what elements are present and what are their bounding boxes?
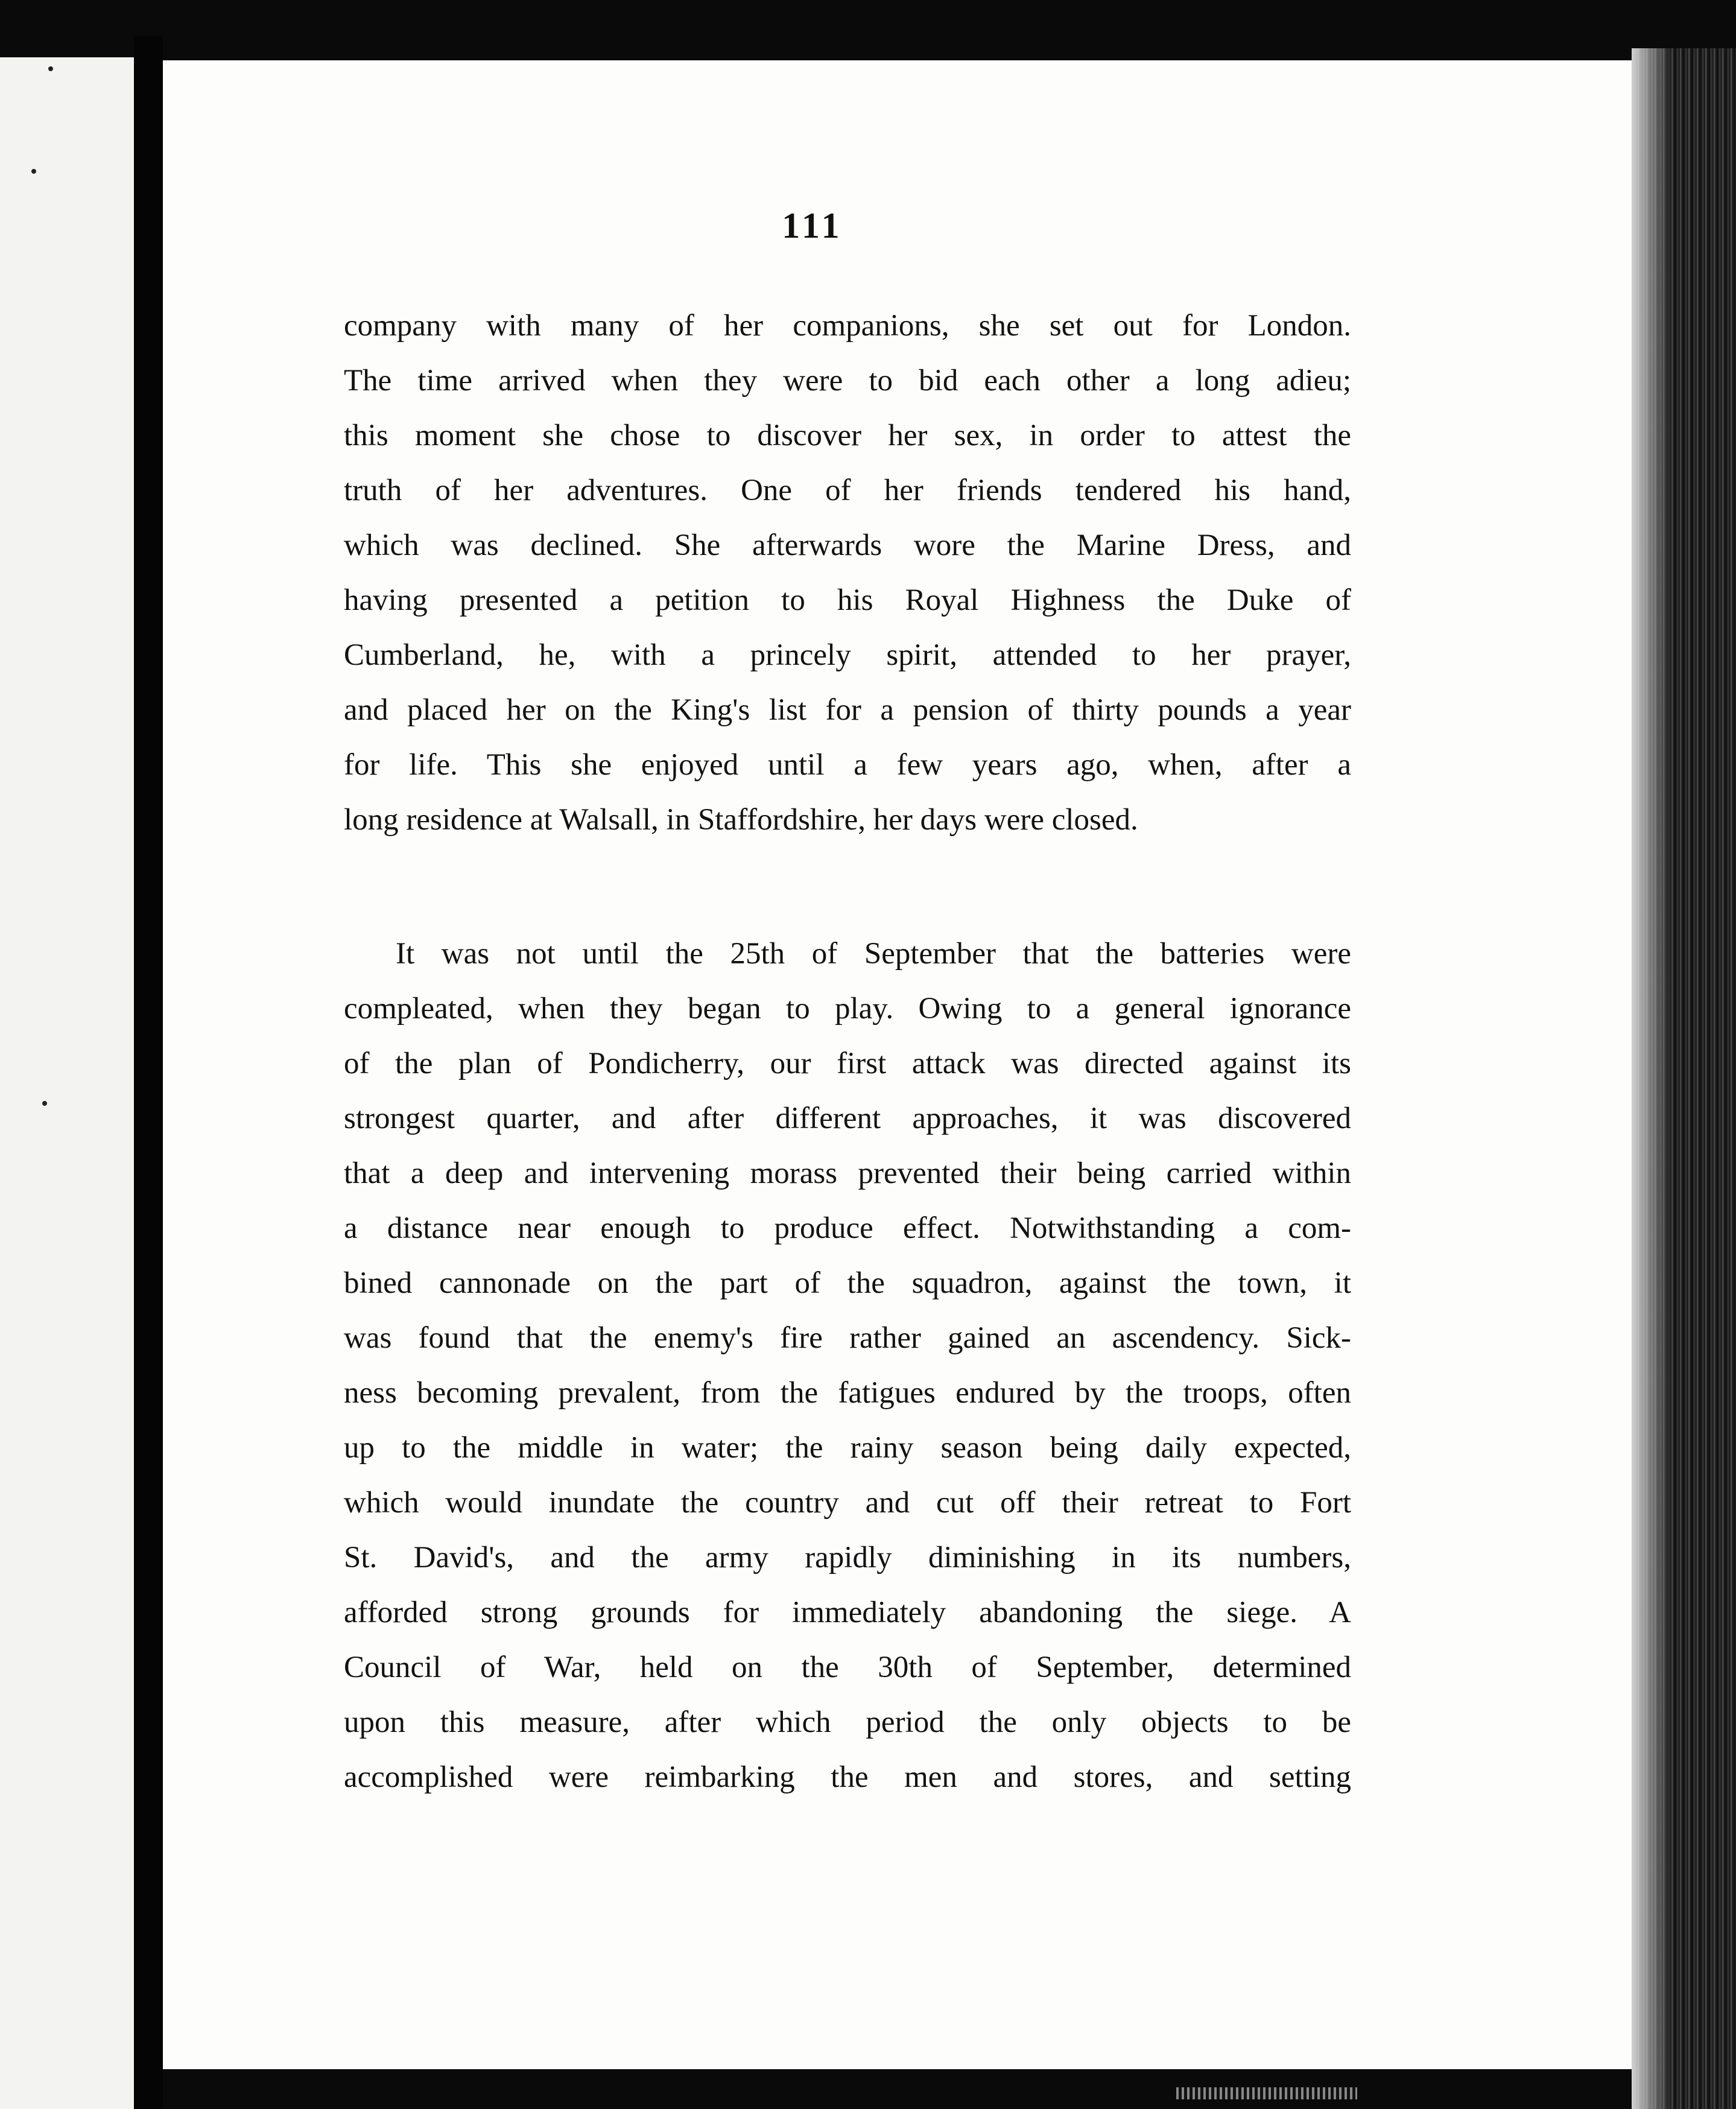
text-line: St. David's, and the army rapidly diminishing in its numbers, bbox=[344, 1541, 1351, 1575]
text-line: It was not until the 25th of September that the batteries were bbox=[396, 937, 1351, 971]
scan-artifact bbox=[1176, 2087, 1357, 2099]
text-line: bined cannonade on the part of the squadron, against the town, it bbox=[344, 1266, 1351, 1300]
text-line: of the plan of Pondicherry, our first attack was directed against its bbox=[344, 1047, 1351, 1080]
text-line: Council of War, held on the 30th of September, determined bbox=[344, 1651, 1351, 1684]
text-line: The time arrived when they were to bid each other a long adieu; bbox=[344, 364, 1351, 398]
text-line: company with many of her companions, she set out for London. bbox=[344, 309, 1351, 343]
text-line: up to the middle in water; the rainy season being daily expected, bbox=[344, 1431, 1351, 1465]
text-line: strongest quarter, and after different approaches, it was discovered bbox=[344, 1102, 1351, 1135]
text-line: for life. This she enjoyed until a few years ago, when, after a bbox=[344, 748, 1351, 782]
text-line: a distance near enough to produce effect. Notwithstanding a com- bbox=[344, 1211, 1351, 1245]
text-line: that a deep and intervening morass prevented their being carried within bbox=[344, 1156, 1351, 1190]
text-line: this moment she chose to discover her sex, in order to attest the bbox=[344, 419, 1351, 452]
text-line: having presented a petition to his Royal Highness the Duke of bbox=[344, 583, 1351, 617]
body-text bbox=[344, 299, 1351, 1805]
page-number: 111 bbox=[782, 206, 843, 246]
text-line: was found that the enemy's fire rather gained an ascendency. Sick- bbox=[344, 1321, 1351, 1355]
text-line: and placed her on the King's list for a pension of thirty pounds a year bbox=[344, 693, 1351, 727]
text-line: afforded strong grounds for immediately abandoning the siege. A bbox=[344, 1596, 1351, 1629]
text-line: accomplished were reimbarking the men and stores, and setting bbox=[344, 1760, 1351, 1794]
paragraph-1 bbox=[344, 299, 1351, 848]
text-line: long residence at Walsall, in Staffordshire, her days were closed. bbox=[344, 803, 1138, 837]
text-line: Cumberland, he, with a princely spirit, attended to her prayer, bbox=[344, 638, 1351, 672]
text-line: which would inundate the country and cut off their retreat to Fort bbox=[344, 1486, 1351, 1520]
text-line: truth of her adventures. One of her friends tendered his hand, bbox=[344, 474, 1351, 507]
text-line: upon this measure, after which period the only objects to be bbox=[344, 1705, 1351, 1739]
paragraph-2 bbox=[344, 927, 1351, 1805]
text-line: ness becoming prevalent, from the fatigues endured by the troops, often bbox=[344, 1376, 1351, 1410]
text-line: compleated, when they began to play. Owing to a general ignorance bbox=[344, 992, 1351, 1026]
book-gutter bbox=[134, 36, 163, 2109]
text-line: which was declined. She afterwards wore the Marine Dress, and bbox=[344, 528, 1351, 562]
facing-page-edge bbox=[0, 57, 134, 2109]
